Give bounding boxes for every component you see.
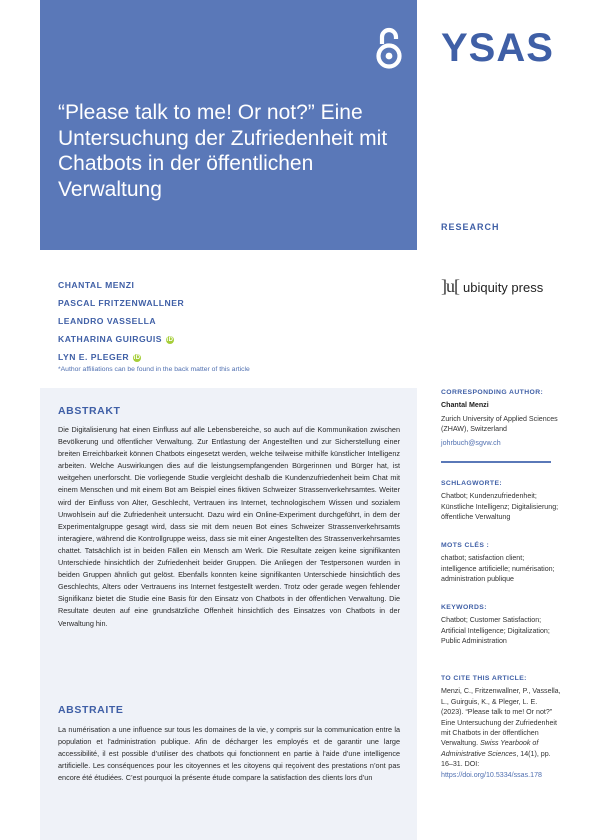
author-list bbox=[58, 276, 184, 366]
citation-text: Menzi, C., Fritzenwallner, P., Vassella, L., Guirguis, K., & Pleger, L. E. (2023). “Please talk to me! Or not?” Eine Untersuchung der Zufriedenheit mit Chatbots in der öffentlichen Verwaltung. Swiss Yearbook of Administrative Sciences, 14(1), pp. 16–31. DOI: https://doi.org/10.5334/ssas.178 bbox=[441, 687, 561, 779]
keywords-fr-heading: MOTS CLÉS : bbox=[441, 542, 490, 549]
citation-heading: TO CITE THIS ARTICLE: bbox=[441, 675, 527, 682]
abstract-fr-heading: ABSTRAITE bbox=[58, 704, 124, 716]
journal-logo: YSAS bbox=[441, 26, 554, 70]
keywords-de-text: Chatbot; Kundenzufriedenheit; Künstliche Intelligenz; Digitalisierung; öffentliche Verwaltung bbox=[441, 492, 559, 522]
affiliation-note: *Author affiliations can be found in the back matter of this article bbox=[58, 366, 250, 373]
article-title: “Please talk to me! Or not?” Eine Untersuchung der Zufriedenheit mit Chatbots in der öffentlichen Verwaltung bbox=[58, 101, 388, 201]
keywords-de bbox=[441, 479, 561, 523]
author-name[interactable]: LEANDRO VASSELLA bbox=[58, 316, 157, 326]
corresponding-heading: CORRESPONDING AUTHOR: bbox=[441, 389, 544, 396]
corresponding-affiliation: Zurich University of Applied Sciences (ZHAW), Switzerland bbox=[441, 414, 558, 434]
keywords-en bbox=[441, 603, 561, 647]
corresponding-email[interactable]: johrbuch@sgvw.ch bbox=[441, 438, 501, 447]
author-name[interactable]: CHANTAL MENZI bbox=[58, 280, 135, 290]
author-name[interactable]: LYN E. PLEGER iD bbox=[58, 352, 141, 362]
doi-link[interactable]: https://doi.org/10.5334/ssas.178 bbox=[441, 770, 542, 779]
abstract-fr-text: La numérisation a une influence sur tous les domaines de la vie, y compris sur la communication entre la population et l’administration publique. Afin de décharger les employés et de garantir une large accessibilité, il est possible d’utiliser des chatbots qui fonctionnent en partie à l’aide d’une intelligence artificielle. Les conséquences pour les citoyennes et les citoyens qui reçoivent des prestations n’ont pas encore été étudiées. C’est pourquoi la présente étude compare la satisfaction des clients lors d’un bbox=[58, 725, 400, 783]
citation-journal: Swiss Yearbook of Administrative Sciences bbox=[441, 739, 539, 758]
corresponding-name: Chantal Menzi bbox=[441, 401, 489, 410]
article-type: RESEARCH bbox=[441, 222, 500, 232]
citation bbox=[441, 674, 561, 780]
orcid-icon[interactable]: iD bbox=[166, 336, 174, 343]
publisher-name: ubiquity press bbox=[463, 280, 544, 295]
author-name[interactable]: PASCAL FRITZENWALLNER bbox=[58, 298, 185, 308]
keywords-fr-text: chatbot; satisfaction client; intelligence artificielle; numérisation; administration publique bbox=[441, 554, 555, 584]
publisher-mark: ]u[ bbox=[441, 276, 459, 296]
publisher-logo bbox=[441, 276, 543, 297]
keywords-en-heading: KEYWORDS: bbox=[441, 604, 487, 611]
keywords-de-heading: SCHLAGWORTE: bbox=[441, 480, 503, 487]
abstract-de-text: Die Digitalisierung hat einen Einfluss auf alle Lebensbereiche, so auch auf die Kommunikation zwischen Bevölkerung und öffentlicher Verwaltung. Zur Entlastung der Angestellten und zur Sicherstellung einer breiten Erreichbarkeit können Chatbots eingesetzt werden, welche teilweise mithilfe künstlicher Intelligenz arbeiten. Welche Auswirkungen dies auf die leistungsempfangenden Bürgerinnen und Bürger hat, ist weitgehen unerforscht. Die vorliegende Studie vergleicht deshalb die Kundenzufriedenheit beim Chat mit einem Menschen und mit einem Bot am Beispiel eines fiktiven Schweizer Strassenverkehrsamtes. Weiter wird der Einfluss von Alter, Geschlecht, Vertrauen ins Internet, technologischem Wissen und sozialem Unwohlsein auf die Zufriedenheit untersucht. Dazu wird ein Online-Experiment durchgeführt, in dem der Experimentalgruppe gesagt wird, dass sie mit dem neuen Bot eines Schweizer Strassenverkehrsamts interagiere, während die Kontrollgruppe weiss, dass sie mit einer Angestellten des Strassenverkehrsamtes chattet. Tatsächlich ist in beiden Fällen ein Mensch am Werk. Die Resultate zeigen keine signifikanten Unterschiede hinsichtlich der Zufriedenheit beider Gruppen. Die Anliegen der Testpersonen wurden in beiden Gruppen ähnlich gut gelöst. Ebenfalls konnten keine signifikanten Unterschiede hinsichtlich des Geschlechts, Alters oder Vertrauens ins Internet festgestellt werden. Trotz oder gerade wegen fehlender Signifikanz bietet die Studie eine Basis für den Einsatz von Chatbots in der öffentlichen Verwaltung. Die Resultate deuten auf eine grundsätzliche Offenheit hinsichtlich des Einsatzes von Chatbots in der Verwaltung hin. bbox=[58, 425, 400, 628]
keywords-fr bbox=[441, 541, 561, 585]
abstract-de-heading: ABSTRAKT bbox=[58, 405, 121, 417]
keywords-en-text: Chatbot; Customer Satisfaction; Artificial Intelligence; Digitalization; Public Administration bbox=[441, 616, 550, 646]
author-name[interactable]: KATHARINA GUIRGUIS iD bbox=[58, 334, 174, 344]
corresponding-author bbox=[441, 388, 561, 448]
open-access-icon bbox=[374, 26, 404, 70]
orcid-icon[interactable]: iD bbox=[133, 354, 141, 361]
sidebar-divider bbox=[441, 461, 551, 463]
